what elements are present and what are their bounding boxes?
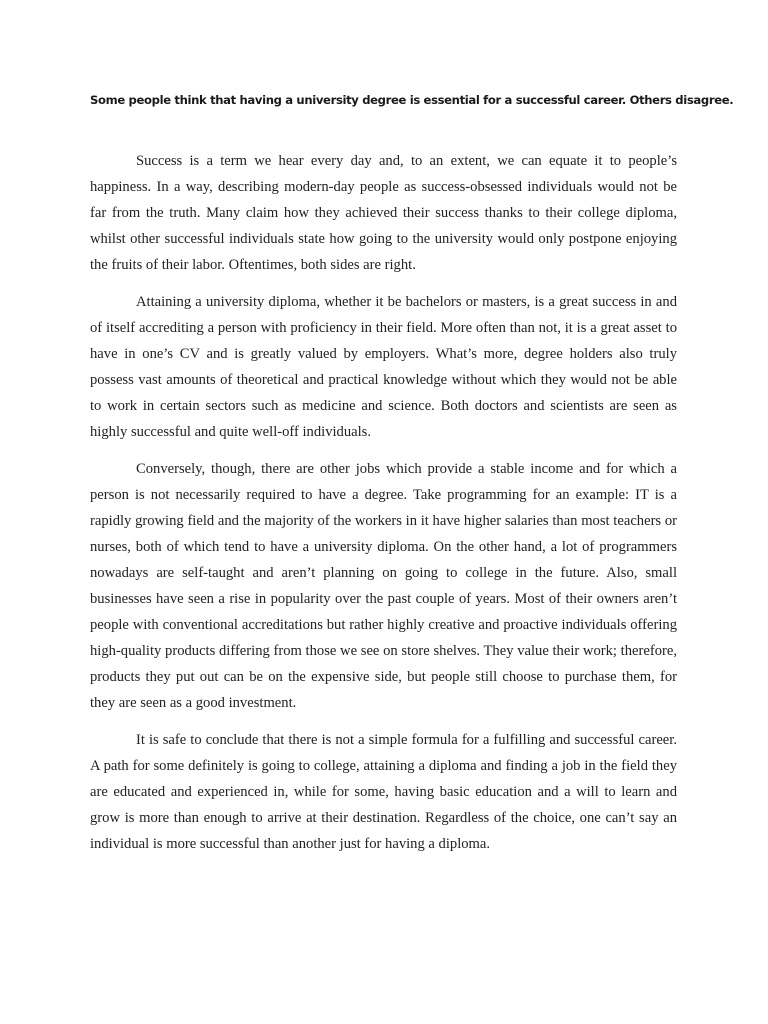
- essay-paragraph-1: Success is a term we hear every day and, to an extent, we can equate it to people’s happiness. In a way, describing modern-day people as success-obsessed individuals would not be far from the truth. Many claim how they achieved their success thanks to their college diploma, whilst other successful individuals state how going to the university would only postpone enjoying the fruits of their labor. Oftentimes, both sides are right.: [90, 153, 677, 273]
- essay-paragraph-4: It is safe to conclude that there is not a simple formula for a fulfilling and successful career. A path for some definitely is going to college, attaining a diploma and finding a job in the field they are educated and experienced in, while for some, having basic education and a will to learn and grow is more than enough to arrive at their destination. Regardless of the choice, one can’t say an individual is more successful than another just for having a diploma.: [90, 732, 677, 852]
- essay-prompt-title: Some people think that having a university degree is essential for a successful career. Others disagree.: [90, 93, 734, 107]
- essay-paragraph-3: Conversely, though, there are other jobs which provide a stable income and for which a person is not necessarily required to have a degree. Take programming for an example: IT is a rapidly growing field and the majority of the workers in it have higher salaries than most teachers or nurses, both of which tend to have a university diploma. On the other hand, a lot of programmers nowadays are self-taught and aren’t planning on going to college in the future. Also, small businesses have seen a rise in popularity over the past couple of years. Most of their owners aren’t people with conventional accreditations but rather highly creative and proactive individuals offering high-quality products differing from those we see on store shelves. They value their work; therefore, products they put out can be on the expensive side, but people still choose to purchase them, for they are seen as a good investment.: [90, 461, 677, 711]
- essay-paragraph-2: Attaining a university diploma, whether it be bachelors or masters, is a great success in and of itself accrediting a person with proficiency in their field. More often than not, it is a great asset to have in one’s CV and is greatly valued by employers. What’s more, degree holders also truly possess vast amounts of theoretical and practical knowledge without which they would not be able to work in certain sectors such as medicine and science. Both doctors and scientists are seen as highly successful and quite well-off individuals.: [90, 294, 677, 440]
- essay-body: [90, 148, 677, 868]
